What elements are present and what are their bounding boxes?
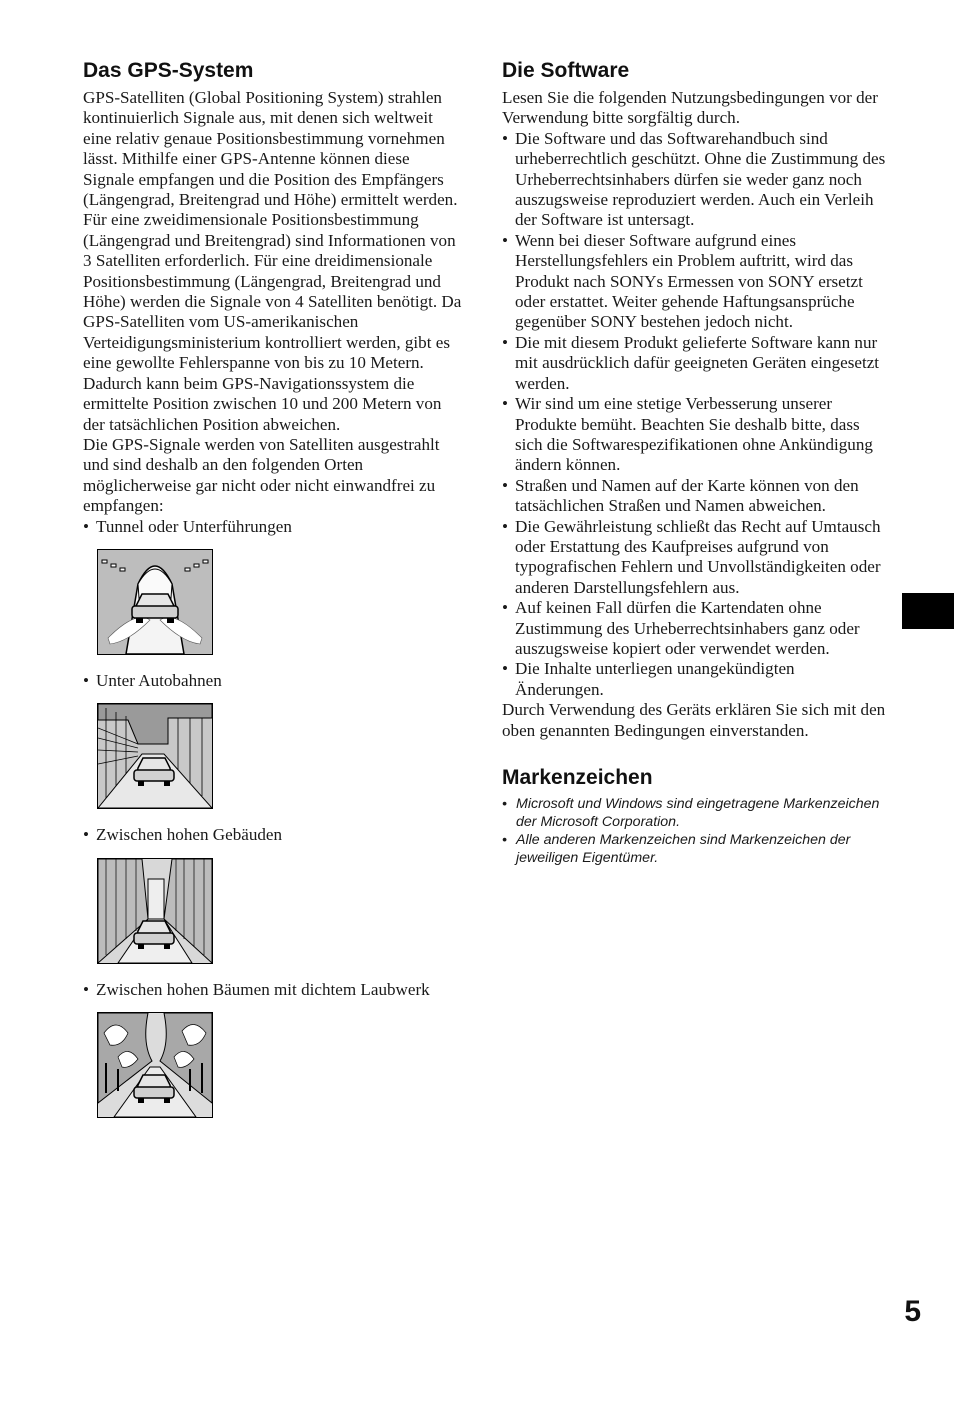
gps-item-tunnel: • Tunnel oder Unterführungen: [83, 517, 465, 537]
trademarks-heading: Markenzeichen: [502, 766, 653, 789]
page-number: 5: [904, 1295, 921, 1328]
list-item: • Die Software und das Softwarehandbuch sind urheberrechtlich geschützt. Ohne die Zustimmung des Urheberrechtsinhabers dürfen sie weder ganz noch auszugsweise reproduziert werden. Auch ein Verleih der Software ist untersagt.: [502, 129, 886, 231]
gps-item-buildings: • Zwischen hohen Gebäuden: [83, 825, 465, 845]
tall-buildings-illustration: [97, 858, 213, 964]
list-item: • Die mit diesem Produkt gelieferte Software kann nur mit ausdrücklich dafür geeigneten Geräten eingesetzt werden.: [502, 333, 886, 394]
tunnel-illustration: [97, 549, 213, 655]
list-item: • Wenn bei dieser Software aufgrund eines Herstellungsfehlers ein Problem auftritt, wird das Produkt nach SONYs Ermessen von SONY ersetzt oder erstattet. Weiter gehende Haftungsansprüche gegenüber SONY bestehen jedoch nicht.: [502, 231, 886, 333]
list-item: • Straßen und Namen auf der Karte können von den tatsächlichen Straßen und Namen abweichen.: [502, 476, 886, 517]
list-item: • Wir sind um eine stetige Verbesserung unserer Produkte bemüht. Beachten Sie deshalb bitte, dass sich die Softwarespezifikationen ohne Ankündigung ändern können.: [502, 394, 886, 476]
column-left: [83, 58, 465, 1134]
list-item: • Die Gewährleistung schließt das Recht auf Umtausch oder Erstattung des Kaufpreises aufgrund von typografischen Fehlern und Unvollständigkeiten oder anderen Darstellungsfehlern aus.: [502, 517, 886, 599]
gps-heading: Das GPS-System: [83, 59, 254, 82]
section-tab-marker: [902, 593, 954, 629]
column-right: [502, 58, 886, 867]
software-outro: Durch Verwendung des Geräts erklären Sie sich mit den oben genannten Bedingungen einverstanden.: [502, 700, 886, 740]
highway-underpass-illustration: [97, 703, 213, 809]
list-item: • Auf keinen Fall dürfen die Kartendaten ohne Zustimmung des Urheberrechtsinhabers ganz oder auszugsweise kopiert oder verwendet werden.: [502, 598, 886, 659]
list-item: • Microsoft und Windows sind eingetragene Markenzeichen der Microsoft Corporation.: [502, 795, 886, 831]
gps-item-trees: • Zwischen hohen Bäumen mit dichtem Laubwerk: [83, 980, 465, 1000]
list-item: • Die Inhalte unterliegen unangekündigten Änderungen.: [502, 659, 886, 700]
software-intro: Lesen Sie die folgenden Nutzungsbedingungen vor der Verwendung bitte sorgfältig durch.: [502, 88, 878, 128]
gps-para2: Die GPS-Signale werden von Satelliten ausgestrahlt und sind deshalb an den folgenden Orten möglicherweise gar nicht oder nicht einwandfrei zu empfangen:: [83, 434, 440, 516]
software-list: [502, 129, 886, 700]
software-heading: Die Software: [502, 59, 630, 82]
trademarks-list: [502, 795, 886, 867]
list-item: • Alle anderen Markenzeichen sind Markenzeichen der jeweiligen Eigentümer.: [502, 831, 886, 867]
gps-item-highway: • Unter Autobahnen: [83, 671, 465, 691]
gps-intro: GPS-Satelliten (Global Positioning System) strahlen kontinuierlich Signale aus, mit denen sich weltweit eine relativ genaue Positionsbestimmung vornehmen lässt. Mithilfe einer GPS-Antenne können diese Signale empfangen und die Position des Empfängers (Längengrad, Breitengrad und Höhe) ermittelt werden. Für eine zweidimensionale Positionsbestimmung (Längengrad und Breitengrad) sind Informationen von 3 Satelliten erforderlich. Für eine dreidimensionale Positionsbestimmung (Längengrad, Breitengrad und Höhe) werden die Signale von 4 Satelliten benötigt. Da GPS-Satelliten vom US-amerikanischen Verteidigungsministerium kontrolliert werden, gibt es eine gewollte Fehlerspanne von bis zu 10 Metern. Dadurch kann beim GPS-Navigationssystem die ermittelte Position zwischen 10 und 200 Metern von der tatsächlichen Position abweichen.: [83, 88, 462, 434]
dense-trees-illustration: [97, 1012, 213, 1118]
